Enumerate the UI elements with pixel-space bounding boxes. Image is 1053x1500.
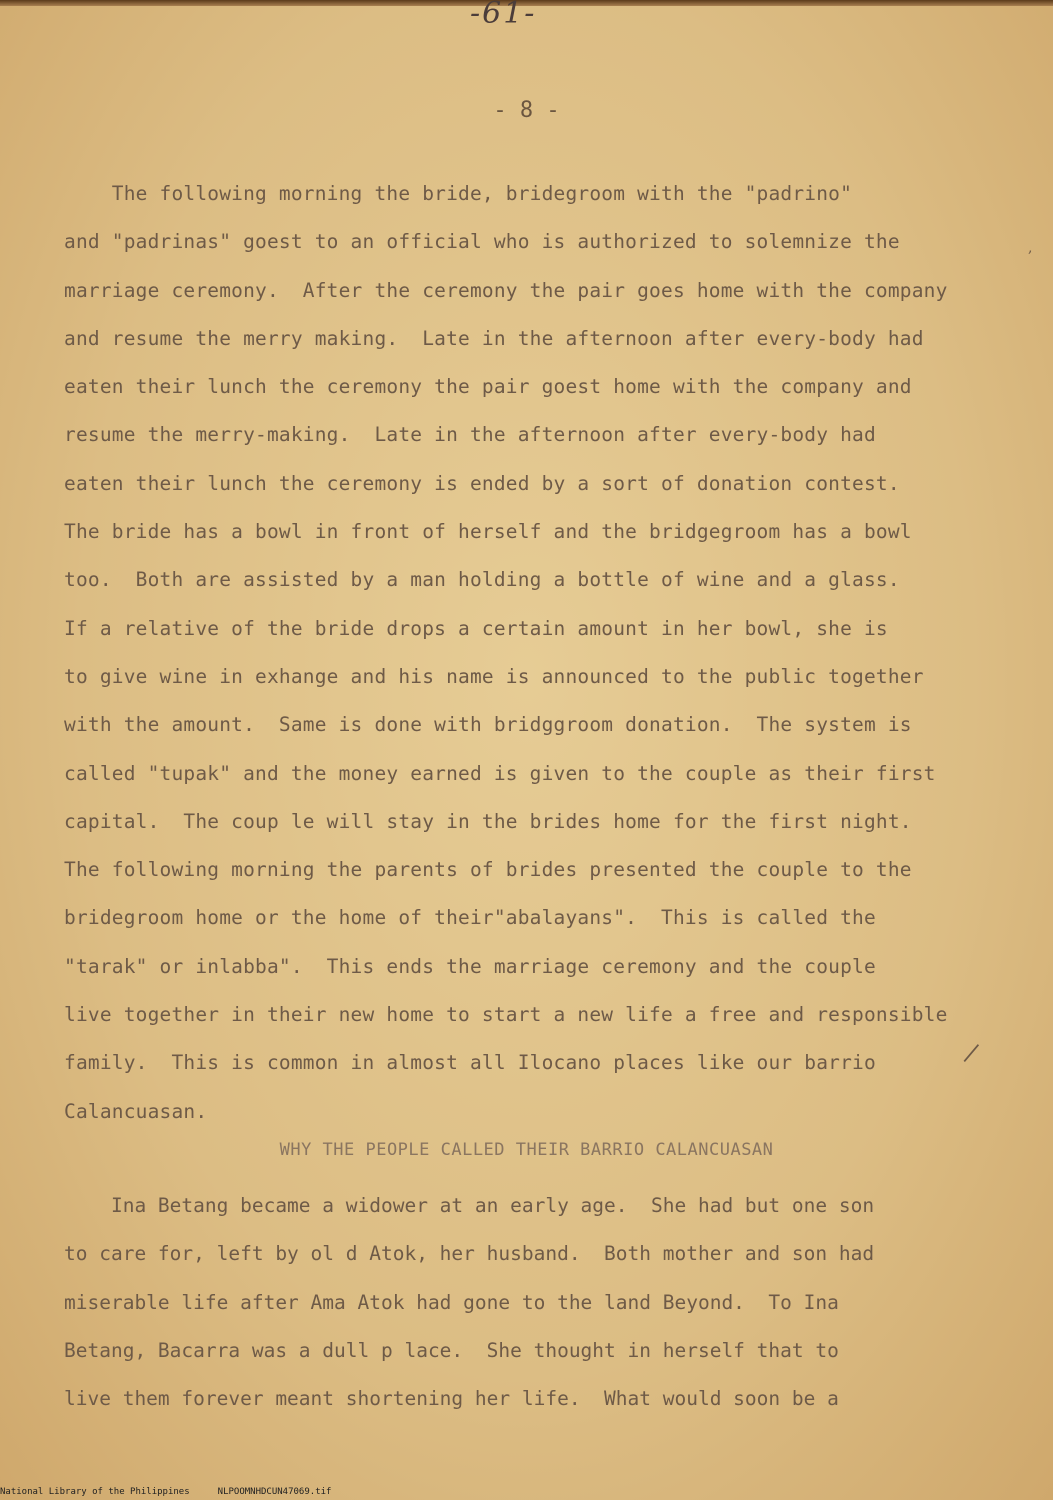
text-line: The bride has a bowl in front of herself and the bridgegroom has a bowl (64, 520, 912, 544)
text-line: Calancuasan. (64, 1099, 208, 1123)
paragraph-marriage-ceremony (64, 170, 994, 1136)
text-line: marriage ceremony. After the ceremony the pair goes home with the company (64, 278, 948, 302)
text-line: live together in their new home to start a new life a free and responsible (64, 1003, 948, 1027)
text-line: live them forever meant shortening her life. What would soon be a (64, 1387, 839, 1411)
text-line: The following morning the parents of brides presented the couple to the (64, 858, 912, 882)
margin-mark: | (960, 1040, 983, 1065)
text-line: "tarak" or inlabba". This ends the marriage ceremony and the couple (64, 954, 876, 978)
text-line: bridegroom home or the home of their"abalayans". This is called the (64, 906, 876, 930)
section-heading: WHY THE PEOPLE CALLED THEIR BARRIO CALANCUASAN (279, 1140, 774, 1160)
text-line: too. Both are assisted by a man holding a bottle of wine and a glass. (64, 568, 900, 592)
typed-page-number: - 8 - (493, 98, 560, 123)
text-line: with the amount. Same is done with bridggroom donation. The system is (64, 713, 912, 737)
text-line: to give wine in exhange and his name is announced to the public together (64, 664, 924, 688)
footer-library: National Library of the Philippines (0, 1487, 190, 1497)
handwritten-page-number: -61- (470, 0, 537, 31)
text-line: family. This is common in almost all Ilocano places like our barrio (64, 1051, 876, 1075)
text-line: called "tupak" and the money earned is given to the couple as their first (64, 761, 936, 785)
text-line: Betang, Bacarra was a dull p lace. She thought in herself that to (64, 1338, 839, 1362)
scan-footer (0, 1484, 1053, 1500)
margin-mark: , (1028, 240, 1033, 256)
paragraph-ina-betang (64, 1182, 994, 1423)
text-line: The following morning the bride, bridegroom with the "padrino" (64, 182, 853, 205)
text-line: If a relative of the bride drops a certain amount in her bowl, she is (64, 616, 888, 640)
text-line: eaten their lunch the ceremony is ended by a sort of donation contest. (64, 471, 900, 495)
text-line: Ina Betang became a widower at an early age. She had but one son (64, 1194, 875, 1217)
text-line: to care for, left by ol d Atok, her husband. Both mother and son had (64, 1242, 875, 1266)
text-line: miserable life after Ama Atok had gone to the land Beyond. To Ina (64, 1290, 839, 1314)
text-line: eaten their lunch the ceremony the pair goest home with the company and (64, 375, 912, 399)
footer-filename: NLPOOMNHDCUN47069.tif (217, 1487, 332, 1497)
text-line: resume the merry-making. Late in the afternoon after every-body had (64, 423, 876, 447)
text-line: and "padrinas" goest to an official who is authorized to solemnize the (64, 230, 900, 254)
text-line: and resume the merry making. Late in the afternoon after every-body had (64, 326, 924, 350)
text-line: capital. The coup le will stay in the brides home for the first night. (64, 809, 912, 833)
